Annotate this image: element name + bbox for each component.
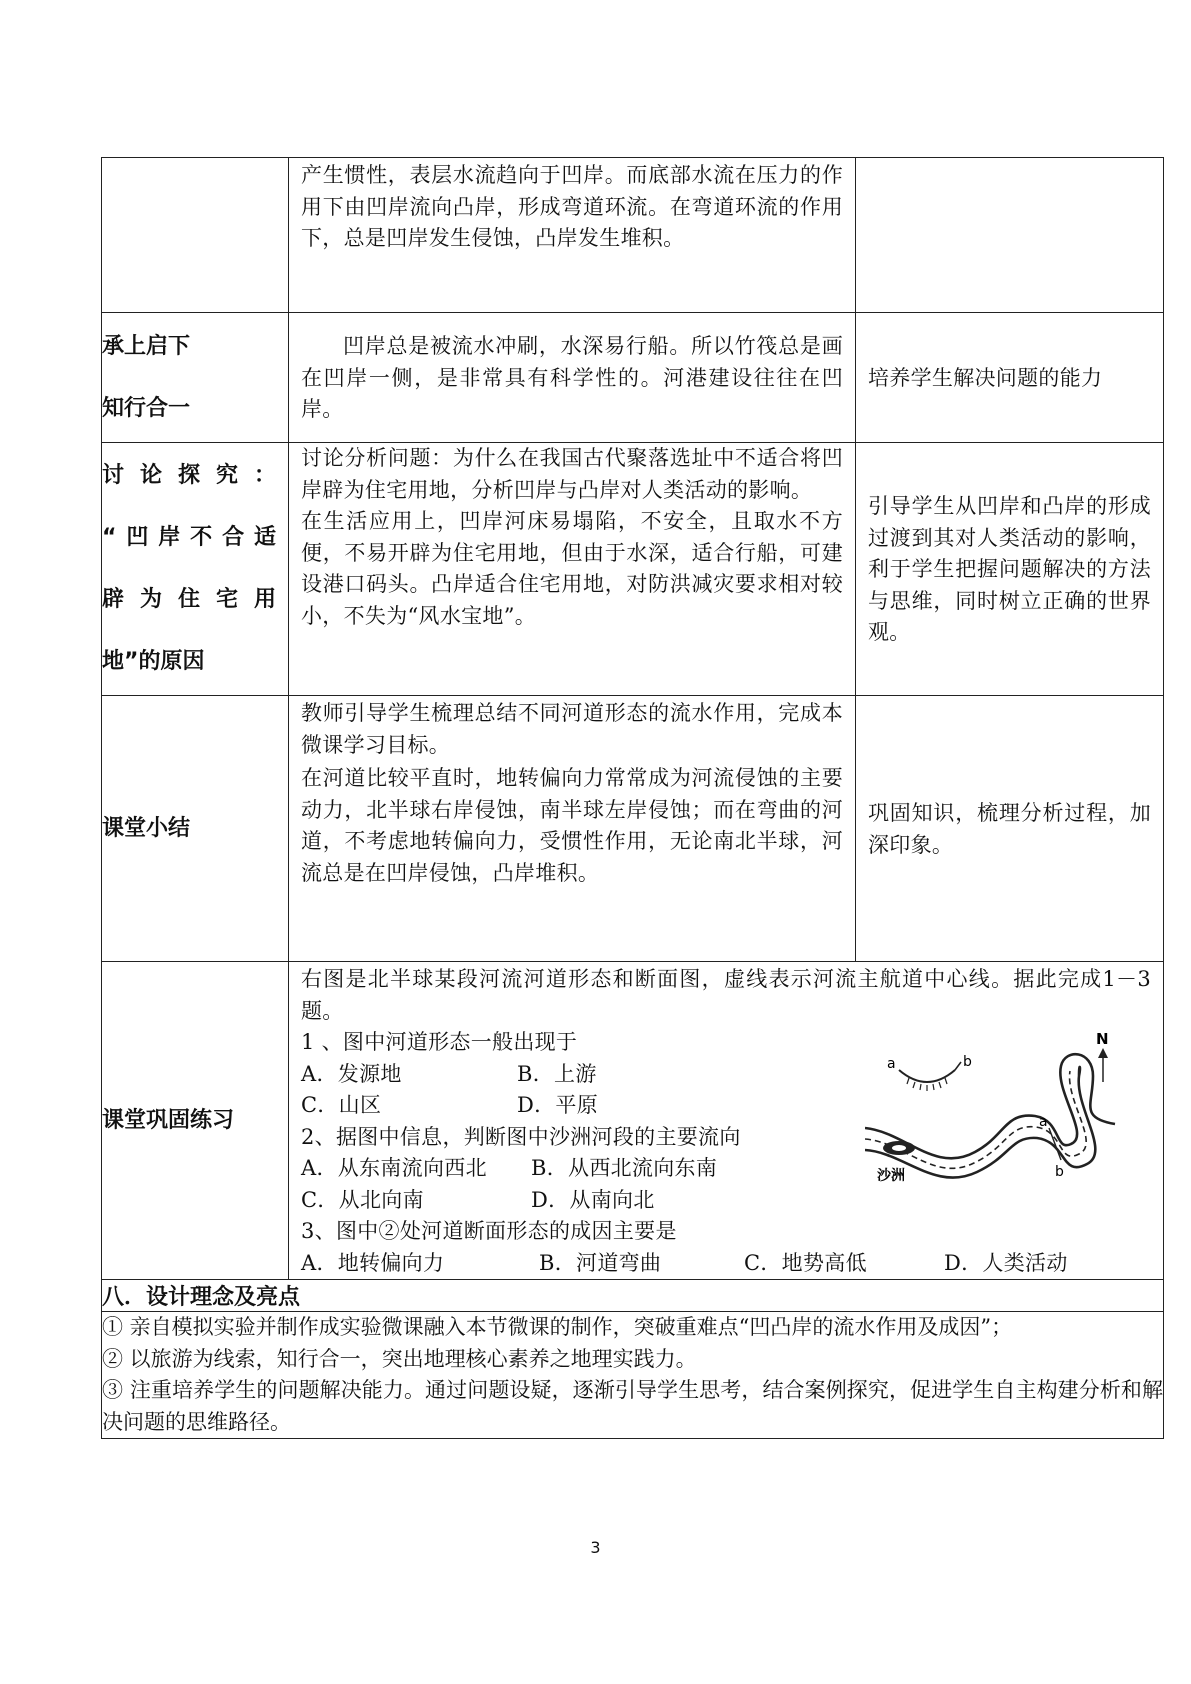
lesson-plan-table	[101, 157, 1164, 1439]
row-connect	[102, 313, 1164, 443]
quiz-q3-option-a: A．地转偏向力	[301, 1250, 445, 1275]
label-a-river: a	[1039, 1114, 1048, 1130]
quiz-q1-option-d: D．平原	[517, 1093, 599, 1117]
row1-label-cell	[102, 158, 289, 313]
quiz-q2-option-b: B．从西北流向东南	[531, 1156, 718, 1180]
row4-content-cell	[289, 696, 856, 962]
row1-content-cell	[289, 158, 856, 313]
section8-point-2: ② 以旅游为线索，知行合一，突出地理核心素养之地理实践力。	[102, 1346, 697, 1371]
quiz-q3-options	[301, 1248, 1151, 1280]
row-section8-title	[102, 1280, 1164, 1312]
row4-purpose-cell	[856, 696, 1164, 962]
quiz-q3-option-d: D．人类活动	[944, 1250, 1068, 1275]
cross-section-curve	[899, 1070, 955, 1082]
row2-label-line1: 承上启下	[102, 333, 191, 359]
row3-label-cell	[102, 443, 289, 696]
quiz-q1-option-c: C．山区	[301, 1093, 382, 1117]
cross-section-edge	[955, 1062, 961, 1070]
row5-content-cell	[289, 962, 1164, 1280]
river-channel-figure	[865, 1032, 1125, 1192]
row-continuation	[102, 158, 1164, 313]
row-discussion	[102, 443, 1164, 696]
row4-label-cell	[102, 696, 289, 962]
quiz-q1-option-a: A．发源地	[301, 1061, 402, 1086]
quiz-intro: 右图是北半球某段河流河道形态和断面图，虚线表示河流主航道中心线。据此完成1－3题。	[301, 967, 1151, 1023]
row5-label: 课堂巩固练习	[102, 1107, 235, 1133]
section8-point-1: ① 亲自模拟实验并制作成实验微课融入本节微课的制作，突破重难点“凹凸岸的流水作用及成因”；	[102, 1315, 1013, 1339]
row3-content-p2: 在生活应用上，凹岸河床易塌陷，不安全，且取水不方便，不易开辟为住宅用地，但由于水深，适合行船，可建设港口码头。凸岸适合住宅用地，对防洪减灾要求相对较小，不失为“风水宝地”。	[301, 509, 843, 628]
quiz-q2-option-d: D．从南向北	[531, 1187, 655, 1212]
row-exercise	[102, 962, 1164, 1280]
row5-label-cell	[102, 962, 289, 1280]
quiz-q1-option-b: B．上游	[517, 1061, 597, 1086]
row1-purpose-cell	[856, 158, 1164, 313]
section8-content-cell	[102, 1312, 1164, 1439]
row4-content-p1: 教师引导学生梳理总结不同河道形态的流水作用，完成本微课学习目标。	[301, 701, 843, 757]
north-label: N	[1096, 1032, 1109, 1048]
row2-label-cell	[102, 313, 289, 443]
quiz-q2: 2、据图中信息，判断图中沙洲河段的主要流向	[301, 1124, 741, 1149]
row3-label-line3: 辟 为 住 宅 用	[102, 587, 276, 612]
row2-purpose: 培养学生解决问题的能力	[868, 365, 1103, 390]
row3-purpose-cell	[856, 443, 1164, 696]
quiz-q2-option-c: C．从北向南	[301, 1187, 424, 1212]
row4-purpose: 巩固知识，梳理分析过程，加深印象。	[868, 801, 1151, 857]
row2-content: 凹岸总是被流水冲刷，水深易行船。所以竹筏总是画在凹岸一侧，是非常具有科学性的。河港建设往往在凹岸。	[301, 334, 843, 422]
row-summary	[102, 696, 1164, 962]
north-arrow-head	[1098, 1048, 1108, 1058]
sandbar-highlight	[892, 1145, 906, 1151]
section8-point-3: ③ 注重培养学生的问题解决能力。通过问题设疑，逐渐引导学生思考，结合案例探究，促进学生自主构建分析和解决问题的思维路径。	[102, 1378, 1163, 1434]
row-section8-content	[102, 1312, 1164, 1439]
section8-title: 八．设计理念及亮点	[102, 1280, 1164, 1312]
label-b-river: b	[1055, 1164, 1064, 1180]
row3-content-cell	[289, 443, 856, 696]
quiz-q3-option-b: B．河道弯曲	[539, 1250, 662, 1275]
quiz-q1: 1 、图中河道形态一般出现于	[301, 1030, 578, 1054]
label-b-top: b	[963, 1054, 972, 1070]
row3-label-line4: 地”的原因	[102, 649, 205, 674]
quiz-q3: 3、图中②处河道断面形态的成因主要是	[301, 1219, 677, 1243]
label-a-top: a	[887, 1056, 896, 1072]
row3-label-line1: 讨 论 探 究 ：	[102, 463, 276, 488]
row3-content-p1: 讨论分析问题：为什么在我国古代聚落选址中不适合将凹岸辟为住宅用地，分析凹岸与凸岸对人类活动的影响。	[301, 446, 843, 502]
row3-label-line2: “凹岸不合适	[102, 525, 276, 550]
quiz-q3-option-c: C．地势高低	[744, 1250, 867, 1275]
sandbar-label: 沙洲	[877, 1168, 905, 1184]
row2-content-cell	[289, 313, 856, 443]
row4-content-p2: 在河道比较平直时，地转偏向力常常成为河流侵蚀的主要动力，北半球右岸侵蚀，南半球左岸侵蚀；而在弯曲的河道，不考虑地转偏向力，受惯性作用，无论南北半球，河流总是在凹岸侵蚀，凸岸堆积。	[301, 766, 843, 885]
page-number: 3	[590, 1538, 601, 1557]
row2-purpose-cell	[856, 313, 1164, 443]
row4-label: 课堂小结	[102, 815, 191, 841]
row3-purpose: 引导学生从凹岸和凸岸的形成过渡到其对人类活动的影响，利于学生把握问题解决的方法与思维，同时树立正确的世界观。	[868, 494, 1151, 645]
row1-content: 产生惯性，表层水流趋向于凹岸。而底部水流在压力的作用下由凹岸流向凸岸，形成弯道环流。在弯道环流的作用下，总是凹岸发生侵蚀，凸岸发生堆积。	[301, 163, 843, 250]
quiz-q2-option-a: A．从东南流向西北	[301, 1156, 487, 1180]
row2-label-line2: 知行合一	[102, 395, 191, 421]
